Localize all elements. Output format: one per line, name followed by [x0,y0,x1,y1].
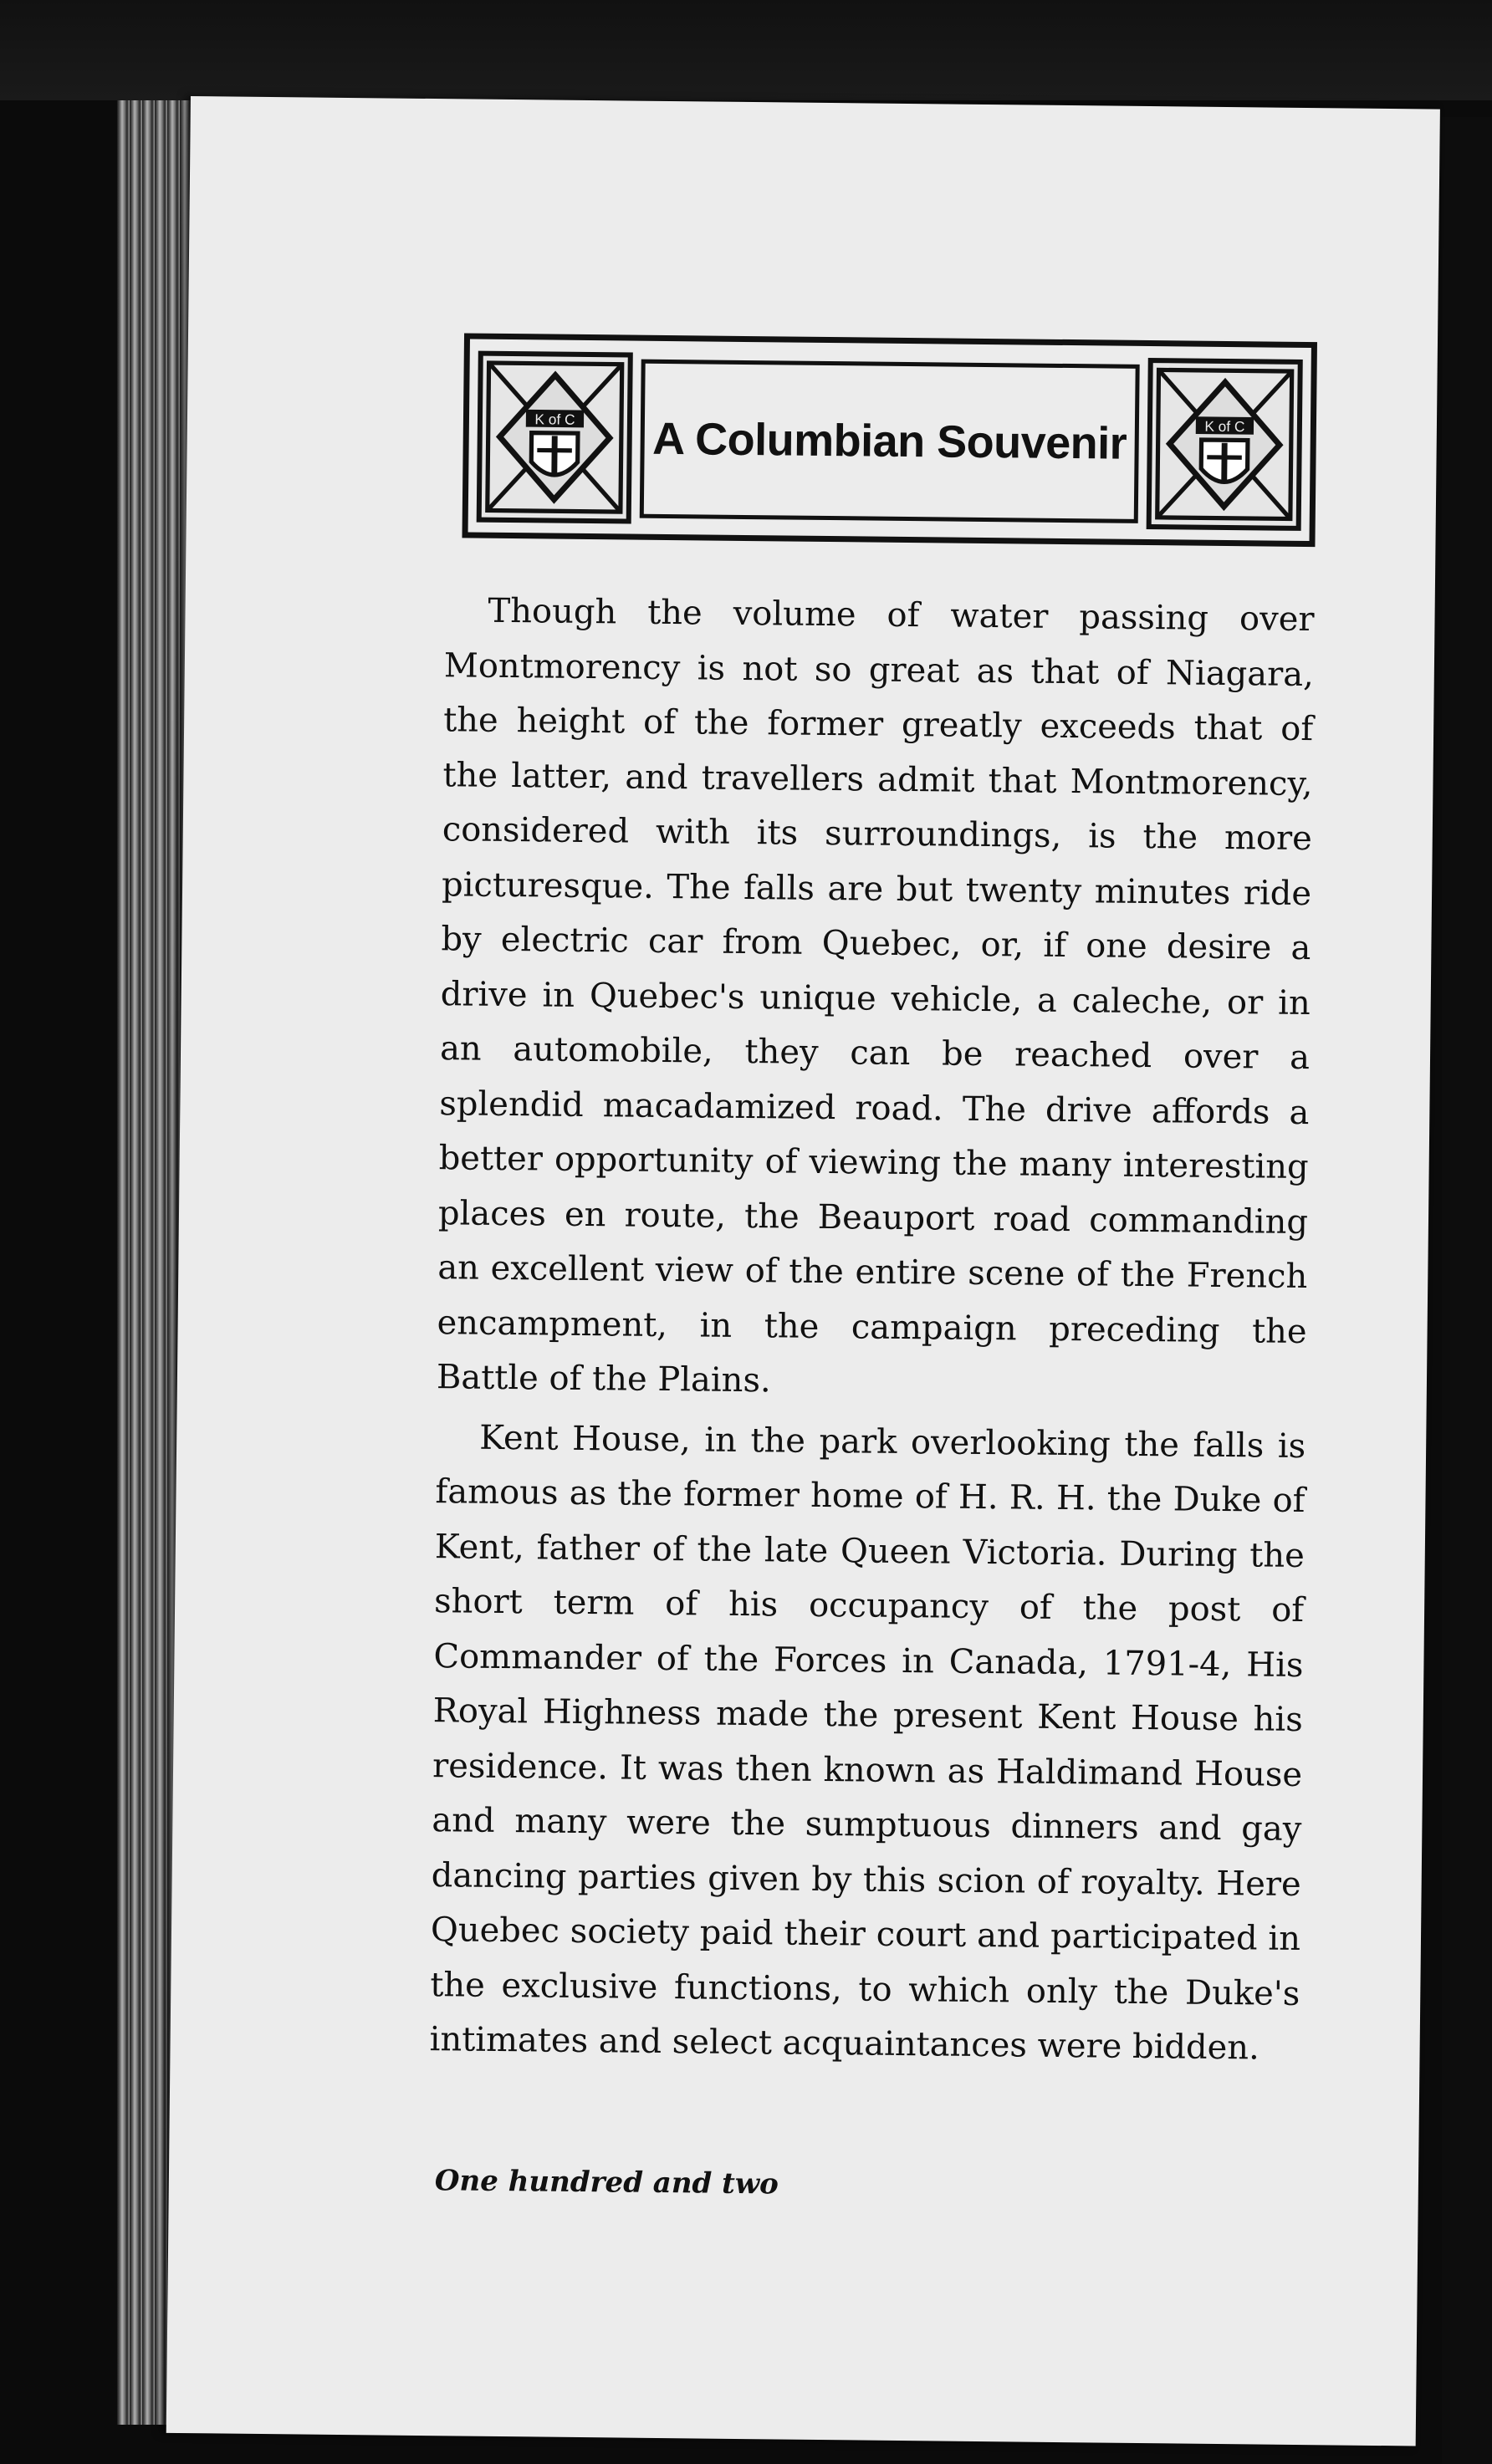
svg-text:K of C: K of C [534,411,575,428]
scan-background-top [0,0,1492,100]
kofc-emblem-icon [477,351,633,524]
svg-text:K of C: K of C [1204,417,1245,436]
title-box [640,360,1140,523]
paragraph-kent-house: Kent House, in the park overlooking the falls is famous as the former home of H. R. H. the Duke of Kent, father of the late Queen Victoria. During the short term of his occupancy of the post of Commander of the Forces in Canada, 1791-4, His Royal Highness made the present Kent House his residence. It was then known as Haldimand House and many were the sumptuous dinners and gay dancing parties given by this scion of royalty. Here Quebec society paid their court and participated in the exclusive functions, to which only the Duke's intimates and select acquaintances were bidden. [429,1418,1306,2068]
page-header [462,333,1317,547]
book-page [166,96,1440,2446]
paragraph-montmorency: Though the volume of water passing over Montmorency is not so great as that of Niagara, the height of the former greatly exceeds that of the latter, and travellers admit that Montmorency, considered with its surroundings, is the more picturesque. The falls are but twenty minutes ride by electric car from Quebec, or, if one desire a drive in Quebec's unique vehicle, a caleche, or in an automobile, they can be reached over a splendid macadamized road. The drive affords a better opportunity of viewing the many interesting places en route, the Beauport road commanding an excellent view of the entire scene of the French encampment, in the campaign preceding the Battle of the Plains. [436,591,1315,1400]
page-title: A Columbian Souvenir [651,413,1127,469]
body-text [429,584,1315,2076]
scan-background-right [1442,117,1492,2464]
kofc-emblem-icon [1147,358,1303,531]
page-number: One hundred and two [434,2164,779,2201]
